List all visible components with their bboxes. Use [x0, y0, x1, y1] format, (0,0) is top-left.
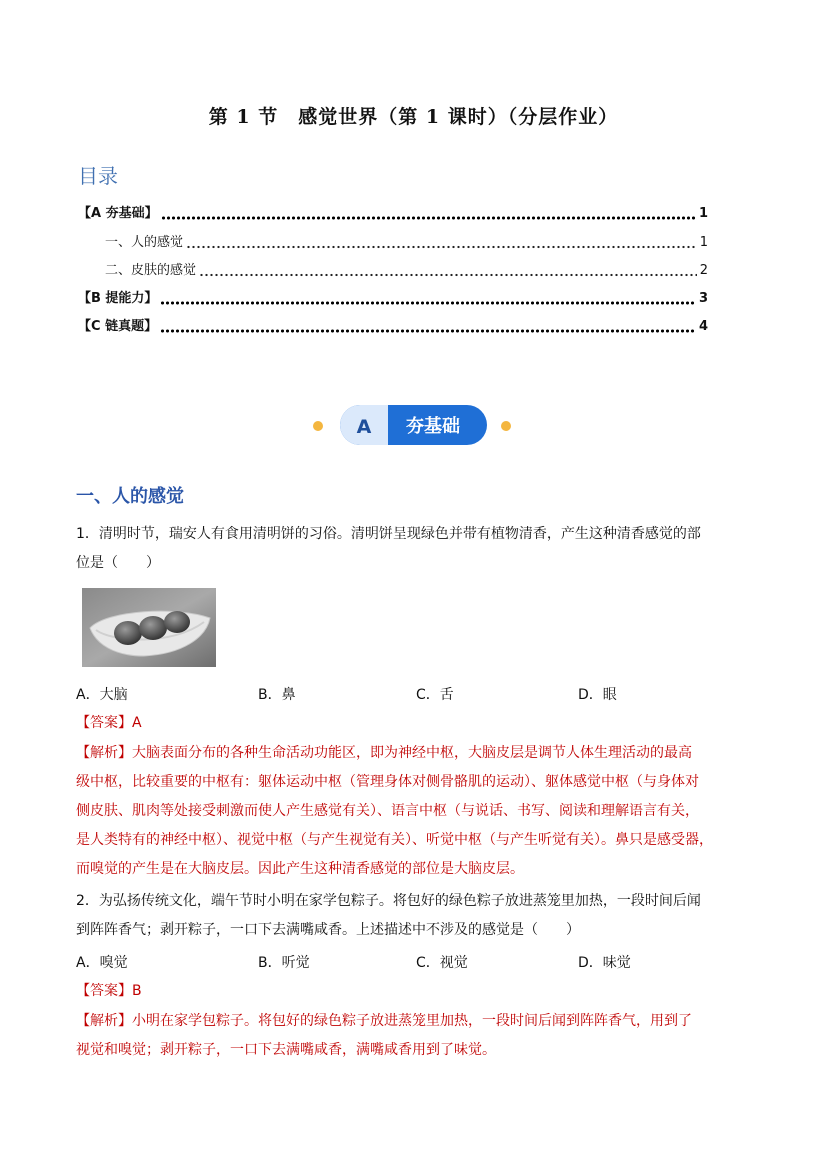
question-2-analysis	[76, 1007, 756, 1065]
toc-entry-2[interactable]	[78, 260, 708, 280]
question-1-stem-line-2: 位是（ ）	[76, 555, 160, 571]
toc-leader-dots	[160, 321, 696, 333]
toc-entry-label: 一、人的感觉	[105, 235, 184, 250]
qingming-cake-photo	[82, 588, 216, 667]
analysis-line: 侧皮肤、肌肉等处接受刺激而使人产生感觉有关）、语言中枢（与说话、书写、阅读和理解语言有关，	[76, 803, 699, 819]
option-c[interactable]: C．视觉	[416, 955, 468, 971]
analysis-line: 视觉和嗅觉；剥开粽子，一口下去满嘴咸香，满嘴咸香用到了味觉。	[76, 1042, 496, 1058]
question-2-options	[76, 952, 756, 974]
answer-label: 【答案】	[76, 983, 132, 999]
banner-text: 夯基础	[406, 416, 460, 437]
toc-entry-page: 3	[698, 291, 708, 306]
toc-entry-page: 4	[698, 319, 708, 334]
question-2-stem	[76, 887, 756, 945]
toc-entry-label: 【C 链真题】	[78, 319, 158, 334]
banner-dot-left	[313, 421, 323, 431]
page-title: 第 1 节 感觉世界（第 1 课时）（分层作业）	[208, 106, 619, 128]
analysis-line: 级中枢，比较重要的中枢有：躯体运动中枢（管理身体对侧骨骼肌的运动）、躯体感觉中枢（与身体对	[76, 774, 699, 790]
question-2-stem-line-1: 2．为弘扬传统文化，端午节时小明在家学包粽子。将包好的绿色粽子放进蒸笼里加热，一段时间后闻	[76, 893, 701, 909]
analysis-line: 小明在家学包粽子。将包好的绿色粽子放进蒸笼里加热，一段时间后闻到阵阵香气，用到了	[132, 1013, 692, 1029]
toc-leader-dots	[199, 265, 697, 277]
toc-entry-label: 【A 夯基础】	[78, 206, 158, 221]
option-d[interactable]: D．眼	[578, 687, 617, 703]
option-a[interactable]: A．嗅觉	[76, 955, 128, 971]
toc-entry-a[interactable]	[78, 203, 708, 223]
question-2-stem-line-2: 到阵阵香气；剥开粽子，一口下去满嘴咸香。上述描述中不涉及的感觉是（ ）	[76, 922, 580, 938]
analysis-label: 【解析】	[76, 745, 132, 761]
toc-entry-b[interactable]	[78, 288, 708, 308]
question-2-answer	[76, 977, 756, 1006]
toc-entry-page: 2	[699, 263, 708, 278]
toc-entry-label: 二、皮肤的感觉	[105, 263, 197, 278]
answer-value: A	[132, 715, 142, 731]
toc-entry-label: 【B 提能力】	[78, 291, 158, 306]
analysis-label: 【解析】	[76, 1013, 132, 1029]
option-d[interactable]: D．味觉	[578, 955, 631, 971]
banner-letter: A	[356, 416, 372, 438]
toc-entry-page: 1	[698, 206, 708, 221]
question-1-stem	[76, 520, 756, 578]
question-1-answer	[76, 709, 756, 738]
answer-value: B	[132, 983, 142, 999]
toc-heading: 目录	[78, 164, 118, 188]
section-banner	[0, 403, 827, 447]
section-heading: 一、人的感觉	[76, 486, 184, 507]
answer-label: 【答案】	[76, 715, 132, 731]
toc-leader-dots	[161, 208, 696, 220]
question-1-analysis	[76, 739, 756, 884]
option-b[interactable]: B．鼻	[258, 687, 296, 703]
option-c[interactable]: C．舌	[416, 687, 454, 703]
option-a[interactable]: A．大脑	[76, 687, 128, 703]
toc-entry-c[interactable]	[78, 316, 708, 336]
toc-entry-1[interactable]	[78, 232, 708, 252]
option-b[interactable]: B．听觉	[258, 955, 310, 971]
toc-leader-dots	[186, 237, 697, 249]
toc-leader-dots	[160, 293, 696, 305]
analysis-line: 是人类特有的神经中枢）、视觉中枢（与产生视觉有关）、听觉中枢（与产生听觉有关）。鼻只是感受器，	[76, 832, 713, 848]
banner-dot-right	[501, 421, 511, 431]
question-1-options	[76, 684, 756, 706]
toc-entry-page: 1	[699, 235, 708, 250]
analysis-line: 而嗅觉的产生是在大脑皮层。因此产生这种清香感觉的部位是大脑皮层。	[76, 861, 524, 877]
question-1-stem-line-1: 1．清明时节，瑞安人有食用清明饼的习俗。清明饼呈现绿色并带有植物清香，产生这种清香感觉的部	[76, 526, 701, 542]
analysis-line: 大脑表面分布的各种生命活动功能区，即为神经中枢，大脑皮层是调节人体生理活动的最高	[132, 745, 692, 761]
